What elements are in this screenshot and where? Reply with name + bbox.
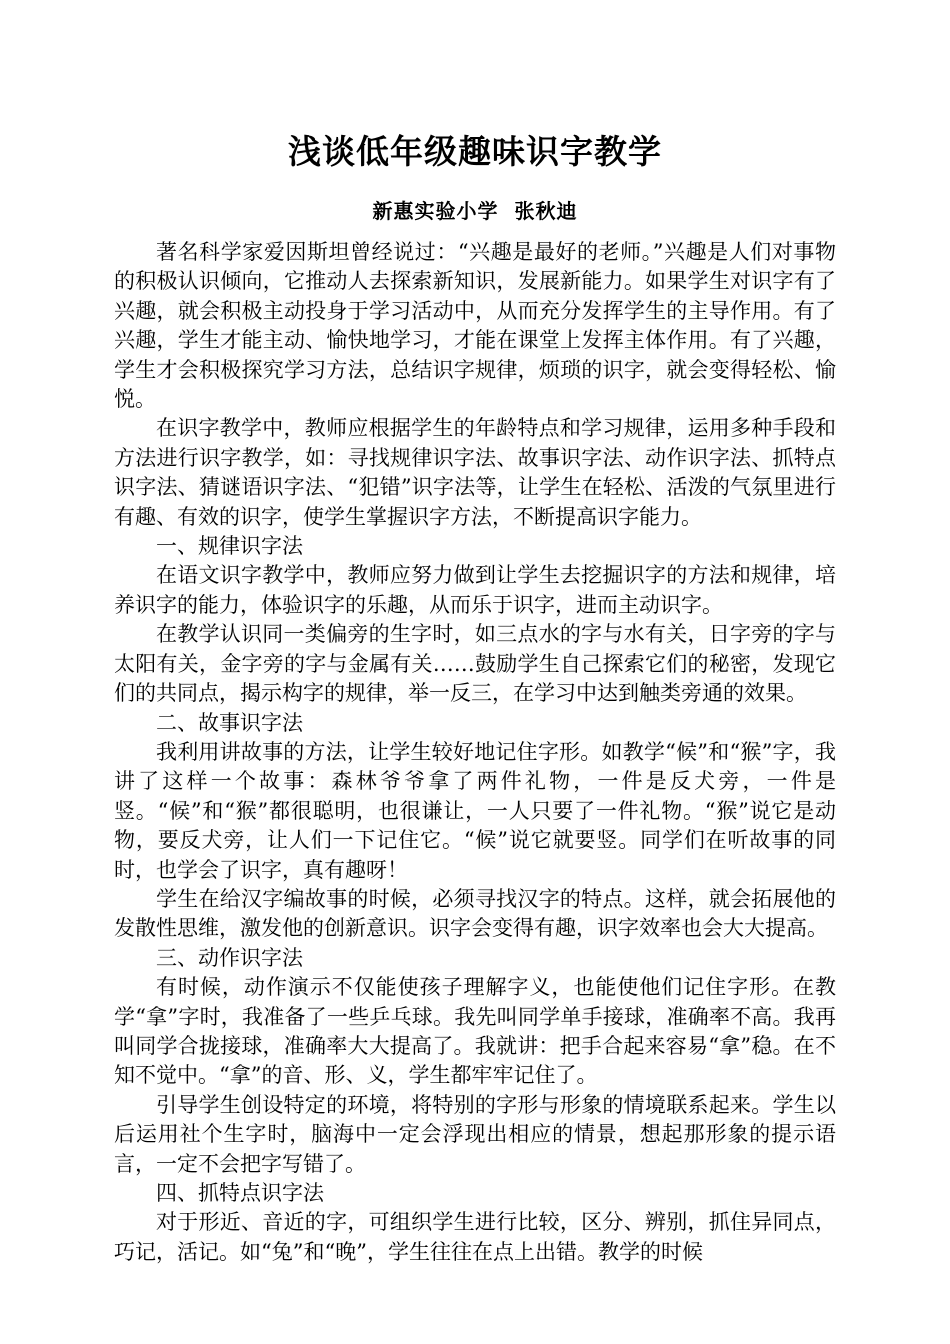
body-paragraph: 学生在给汉字编故事的时候，必须寻找汉字的特点。这样，就会拓展他的发散性思维，激发他的创新意识。识字会变得有趣，识字效率也会大大提高。: [114, 886, 836, 941]
body-paragraph: 在语文识字教学中，教师应努力做到让学生去挖掘识字的方法和规律，培养识字的能力，体验识字的乐趣，从而乐于识字，进而主动识字。: [114, 563, 836, 617]
body-paragraph: 对于形近、音近的字，可组织学生进行比较，区分、辨别，抓住异同点，巧记，活记。如“兔”和“晚”，学生往往在点上出错。教学的时候: [114, 1210, 836, 1264]
section-heading: 一、规律识字法: [156, 534, 303, 559]
body-paragraph: 在教学认识同一类偏旁的生字时，如三点水的字与水有关，日字旁的字与太阳有关，金字旁的字与金属有关……鼓励学生自己探索它们的秘密，发现它们的共同点，揭示构字的规律，举一反三，在学习中达到触类旁通的效果。: [114, 622, 836, 706]
body-paragraph: 引导学生创设特定的环境，将特别的字形与形象的情境联系起来。学生以后运用社个生字时，脑海中一定会浮现出相应的情景，想起那形象的提示语言，一定不会把字写错了。: [114, 1092, 836, 1176]
section-heading: 二、故事识字法: [156, 710, 303, 735]
body-paragraph: 在识字教学中，教师应根据学生的年龄特点和学习规律，运用多种手段和方法进行识字教学，如：寻找规律识字法、故事识字法、动作识字法、抓特点识字法、猜谜语识字法、“犯错”识字法等，让学生在轻松、活泼的气氛里进行有趣、有效的识字，使学生掌握识字方法，不断提高识字能力。: [114, 416, 836, 529]
section-heading: 三、动作识字法: [156, 945, 303, 970]
document-body: [114, 238, 836, 1267]
body-paragraph: 著名科学家爱因斯坦曾经说过：“兴趣是最好的老师。”兴趣是人们对事物的积极认识倾向，它推动人去探索新知识，发展新能力。如果学生对识字有了兴趣，就会积极主动投身于学习活动中，从而充分发挥学生的主导作用。有了兴趣，学生才能主动、愉快地学习，才能在课堂上发挥主体作用。有了兴趣，学生才会积极探究学习方法，总结识字规律，烦琐的识字，就会变得轻松、愉悦。: [114, 240, 836, 412]
document-page: [114, 0, 836, 1267]
section-heading: 四、抓特点识字法: [156, 1181, 324, 1205]
document-title: 浅谈低年级趣味识字教学: [288, 132, 662, 171]
author-line: 新惠实验小学 张秋迪: [372, 199, 578, 223]
body-paragraph: 我利用讲故事的方法，让学生较好地记住字形。如教学“候”和“猴”字，我讲了这样一个故事：森林爷爷拿了两件礼物，一件是反犬旁，一件是竖。“候”和“猴”都很聪明，也很谦让，一人只要了一件礼物。“猴”说它是动物，要反犬旁，让人们一下记住它。“候”说它就要竖。同学们在听故事的同时，也学会了识字，真有趣呀！: [114, 739, 836, 882]
body-paragraph: 有时候，动作演示不仅能使孩子理解字义，也能使他们记住字形。在教学“拿”字时，我准备了一些乒乓球。我先叫同学单手接球，准确率不高。我再叫同学合拢接球，准确率大大提高了。我就讲：把手合起来容易“拿”稳。在不知不觉中。“拿”的音、形、义，学生都牢牢记住了。: [114, 975, 836, 1088]
